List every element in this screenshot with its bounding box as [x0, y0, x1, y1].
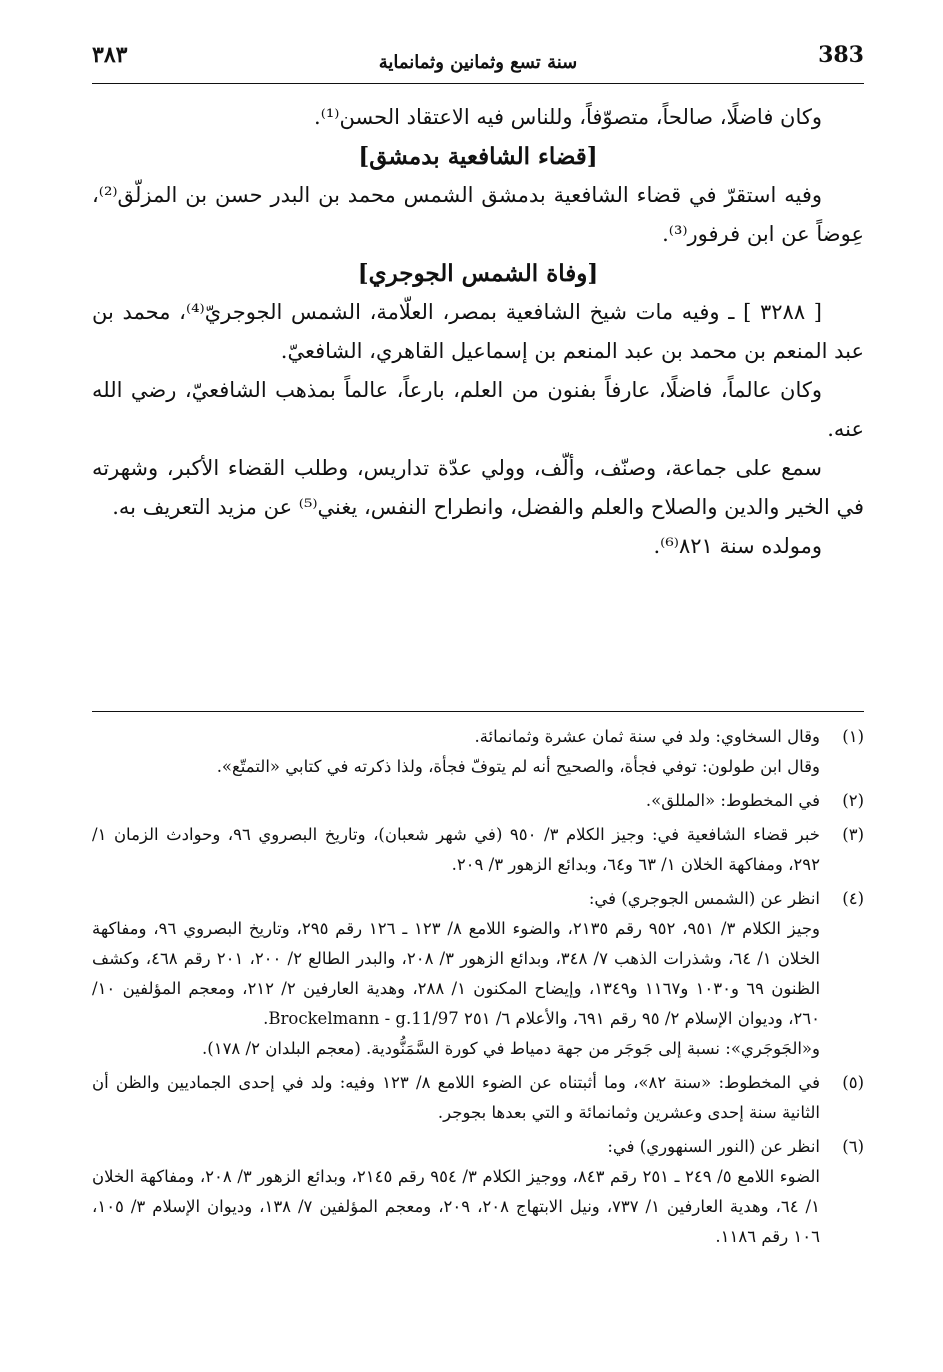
footnote [92, 1068, 864, 1128]
footnote [92, 820, 864, 880]
header-rule [92, 83, 864, 84]
footnotes [92, 722, 864, 1256]
footnote-text: و«الجَوجَري»: نسبة إلى جَوجَر من جهة دمياط في كورة السَّمَنُّودية. (معجم البلدان ٢/ ١٧٨). [202, 1039, 820, 1058]
footnote-text: في المخطوط: «المللق». [645, 791, 820, 810]
page-number-arabic: ٣٨٣ [92, 42, 128, 68]
footnote-number: (٥) [842, 1073, 864, 1092]
paragraph: وفيه استقرّ في قضاء الشافعية بدمشق الشمس محمد بن البدر حسن بن المزلّق⁽²⁾، عِوضاً عن ابن فرفور⁽³⁾. [92, 183, 864, 246]
footnote-number: (٤) [842, 889, 864, 908]
paragraph: وكان عالماً، فاضلًا، عارفاً بفنون من العلم، بارعاً، عالماً بمذهب الشافعيّ، رضي الله عنه. [92, 378, 864, 441]
running-title: سنة تسع وثمانين وثمانماية [378, 52, 578, 73]
footnote-text: وجيز الكلام ٣/ ٩٥١، ٩٥٢ رقم ٢١٣٥، والضوء اللامع ٨/ ١٢٣ ـ ١٢٦ رقم ٢٩٥، وتاريخ البصروي ٩٦، ومفاكهة الخلان ١/ ٦٤، وشذرات الذهب ٧/ ٣٤٨، وبدائع الزهور ٣/ ٢٠٨، والبدر الطالع ٢/ ٢٠٠، ٢٠١ رقم ٤٦٨، وكشف الظنون ٦٩ و١٠٣٠ و١١٦٧ و١٣٤٩، وإيضاح المكنون ١/ ٢٨٨، وهدية العارفين ٢/ ٢١٢، ومعجم المؤلفين ١٠/ ٢٦٠، وديوان الإسلام ٢/ ٩٥ رقم ٦٩١، والأعلام ٦/ ٢٥١ Brockelmann - g.11/97. [92, 919, 821, 1028]
footnote-text: الضوء اللامع ٥/ ٢٤٩ ـ ٢٥١ رقم ٨٤٣، ووجيز الكلام ٣/ ٩٥٤ رقم ٢١٤٥، وبدائع الزهور ٣/ ٢٠٨، ومفاكهة الخلان ١/ ٦٤، وهدية العارفين ١/ ٧٣٧، ونيل الابتهاج ٢٠٨، ٢٠٩، ومعجم المؤلفين ٧/ ١٣٨، وديوان الإسلام ٣/ ١٠٥، ١٠٦ رقم ١١٨٦. [92, 1167, 821, 1246]
footnote [92, 722, 864, 782]
main-text [92, 98, 864, 566]
page-number-latin: 383 [818, 42, 864, 68]
footnote-number: (٣) [842, 825, 864, 844]
footnote-number: (٦) [842, 1137, 864, 1156]
footnote [92, 1132, 864, 1252]
footnote-number: (٢) [842, 791, 864, 810]
page-header [92, 30, 864, 86]
footnote-text: وقال السخاوي: ولد في سنة ثمان عشرة وثمانمائة. [474, 727, 820, 746]
footnote-text: في المخطوط: «سنة ٨٢»، وما أثبتناه عن الضوء اللامع ٨/ ١٢٣ وفيه: ولد في إحدى الجماديين والظن أن الثانية سنة إحدى وعشرين وثمانمائة و التي بعدها بجوجر. [92, 1073, 820, 1122]
paragraph: سمع على جماعة، وصنّف، وألّف، وولي عدّة تداريس، وطلب القضاء الأكبر، وشهرته في الخير والدين والصلاح والعلم والفضل، وانطراح النفس، يغني⁽⁵⁾ عن مزيد التعريف به. [92, 456, 864, 519]
paragraph: [ ٣٢٨٨ ] ـ وفيه مات شيخ الشافعية بمصر، العلّامة، الشمس الجوجريّ⁽⁴⁾، محمد بن عبد المنعم بن محمد بن عبد المنعم بن إسماعيل القاهري، الشافعيّ. [92, 300, 864, 363]
footnote-text: انظر عن (النور السنهوري) في: [607, 1137, 820, 1156]
paragraph: ومولده سنة ٨٢١⁽⁶⁾. [653, 534, 822, 558]
footnote-text: خبر قضاء الشافعية في: وجيز الكلام ٣/ ٩٥٠ (في شهر شعبان)، وتاريخ البصروي ٩٦، وحوادث الزمان ١/ ٢٩٢، ومفاكهة الخلان ١/ ٦٣ و٦٤، وبدائع الزهور ٣/ ٢٠٩. [92, 825, 821, 874]
footnote [92, 884, 864, 1064]
footnote-number: (١) [842, 727, 864, 746]
section-heading: [وفاة الشمس الجوجري] [357, 260, 599, 287]
footnote-text: انظر عن (الشمس الجوجري) في: [588, 889, 820, 908]
paragraph: وكان فاضلًا، صالحاً، متصوّفاً، وللناس فيه الاعتقاد الحسن⁽¹⁾. [314, 105, 822, 129]
footnote [92, 786, 864, 816]
footnote-separator [92, 711, 864, 712]
section-heading: [قضاء الشافعية بدمشق] [358, 143, 598, 170]
footnote-text: وقال ابن طولون: توفي فجأة، والصحيح أنه لم يتوفّ فجأة، ولذا ذكرته في كتابي «التمتّع». [216, 757, 820, 776]
